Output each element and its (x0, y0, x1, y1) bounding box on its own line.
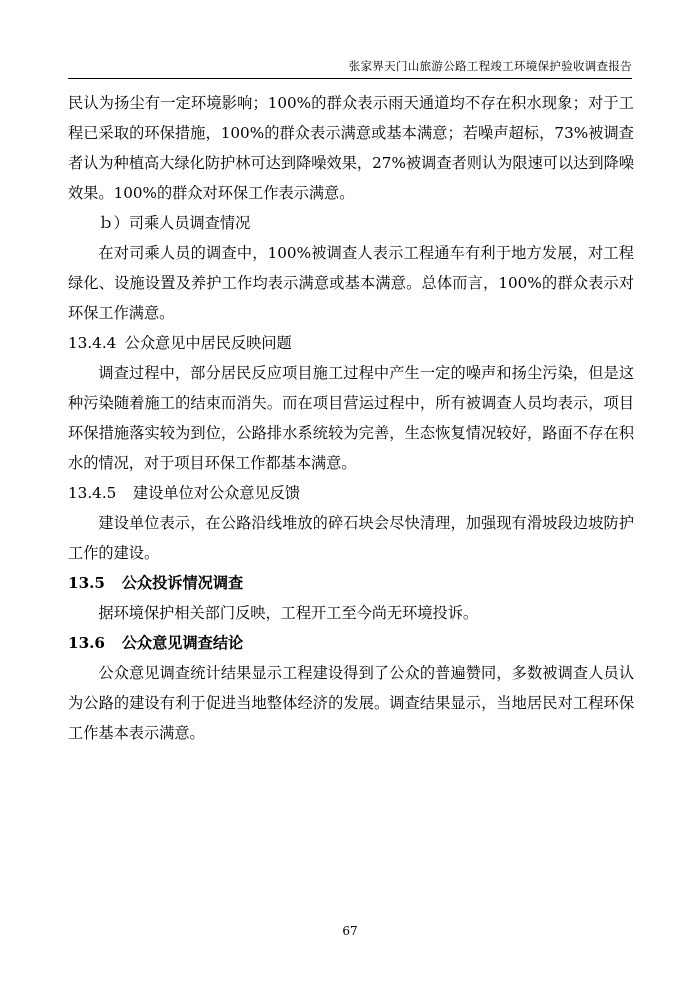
heading-13-4-4-title: 公众意见中居民反映问题 (124, 334, 292, 352)
heading-13-4-5-title: 建设单位对公众意见反馈 (133, 484, 301, 502)
header-divider (68, 78, 632, 79)
paragraph-driver-survey-label: ｂ）司乘人员调查情况 (98, 214, 251, 232)
paragraph-continuation: 民认为扬尘有一定环境影响；100%的群众表示雨天通道均不存在积水现象；对于工程已采取的环保措施，100%的群众表示满意或基本满意；若噪声超标，73%被调查者认为种植高大绿化防护林可达到降噪效果，27%被调查者则认为限速可以达到降噪效果。100%的群众对环保工作表示满意。 (68, 94, 634, 202)
heading-13-4-4 (68, 328, 634, 358)
page-number: 67 (342, 924, 358, 938)
paragraph-driver-survey-body: 在对司乘人员的调查中，100%被调查人表示工程通车有利于地方发展，对工程绿化、设施设置及养护工作均表示满意或基本满意。总体而言，100%的群众表示对环保工作满意。 (68, 244, 634, 322)
paragraph-13-5-body: 据环境保护相关部门反映，工程开工至今尚无环境投诉。 (98, 604, 479, 622)
heading-13-5 (68, 568, 634, 598)
heading-13-4-5 (68, 478, 634, 508)
heading-13-6 (68, 628, 634, 658)
page-header-title: 张家界天门山旅游公路工程竣工环境保护验收调查报告 (348, 59, 632, 73)
heading-13-4-5-number: 13.4.5 (68, 484, 117, 502)
page-content (68, 88, 634, 748)
paragraph-13-6-body: 公众意见调查统计结果显示工程建设得到了公众的普遍赞同，多数被调查人员认为公路的建设有利于促进当地整体经济的发展。调查结果显示，当地居民对工程环保工作基本表示满意。 (68, 664, 634, 742)
heading-13-5-title: 公众投诉情况调查 (121, 574, 244, 592)
heading-13-4-4-number: 13.4.4 (68, 334, 117, 352)
paragraph-13-4-5-body: 建设单位表示，在公路沿线堆放的碎石块会尽快清理，加强现有滑坡段边坡防护工作的建设。 (68, 514, 634, 562)
heading-13-5-number: 13.5 (68, 574, 105, 592)
heading-13-6-title: 公众意见调查结论 (121, 634, 244, 652)
paragraph-13-4-4-body: 调查过程中，部分居民反应项目施工过程中产生一定的噪声和扬尘污染，但是这种污染随着施工的结束而消失。而在项目营运过程中，所有被调查人员均表示，项目环保措施落实较为到位，公路排水系统较为完善，生态恢复情况较好，路面不存在积水的情况，对于项目环保工作都基本满意。 (68, 364, 634, 472)
heading-13-6-number: 13.6 (68, 634, 105, 652)
